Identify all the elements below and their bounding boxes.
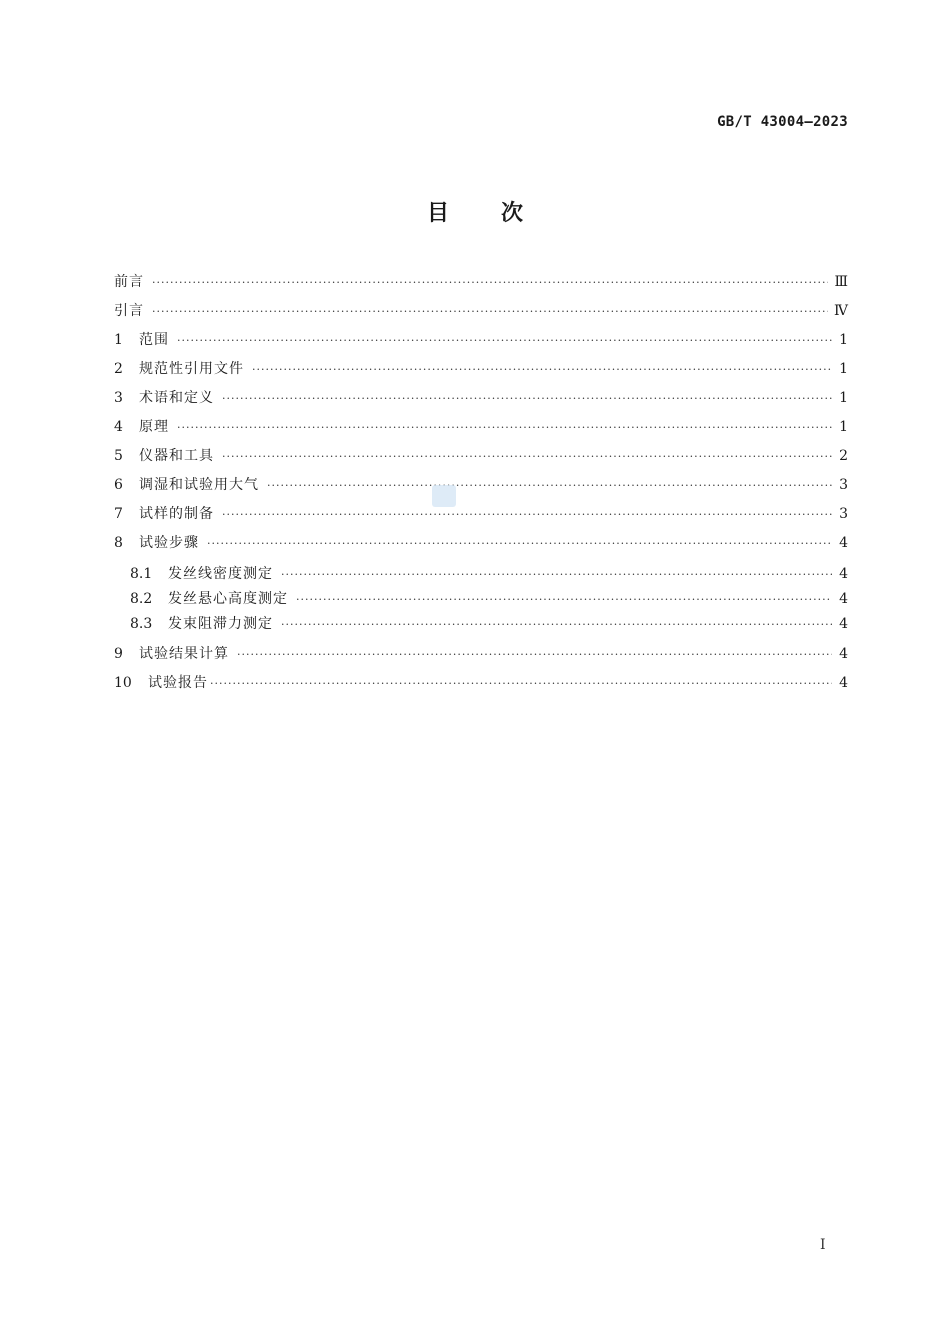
toc-entry-number: 6 xyxy=(114,477,123,493)
toc-entry-page: 4 xyxy=(839,675,848,691)
toc-entry-page: 1 xyxy=(839,419,848,435)
toc-entry-number: 4 xyxy=(114,419,123,435)
toc-entry-3[interactable] xyxy=(114,387,848,416)
toc-entry-label: 试验步骤 xyxy=(139,535,199,551)
toc-leader-dots xyxy=(177,334,832,347)
toc-entry-2[interactable] xyxy=(114,358,848,387)
toc-entry-8-1[interactable] xyxy=(114,563,848,588)
toc-entry-label: 发丝线密度测定 xyxy=(168,566,273,582)
toc-leader-dots xyxy=(222,392,832,405)
toc-entry-7[interactable] xyxy=(114,503,848,532)
toc-entry-10[interactable] xyxy=(114,672,848,701)
toc-entry-label: 发束阻滞力测定 xyxy=(168,616,273,632)
toc-entry-label: 仪器和工具 xyxy=(139,448,214,464)
toc-leader-dots xyxy=(296,593,832,606)
toc-entry-8-3[interactable] xyxy=(114,613,848,638)
toc-leader-dots xyxy=(152,276,828,289)
toc-entry-page: 1 xyxy=(839,390,848,406)
page-title xyxy=(0,196,950,227)
toc-leader-dots xyxy=(152,305,828,318)
toc-leader-dots xyxy=(281,568,832,581)
page-folio: I xyxy=(820,1237,826,1253)
toc-entry-9[interactable] xyxy=(114,643,848,672)
toc-leader-dots xyxy=(267,479,832,492)
toc-entry-label: 范围 xyxy=(139,332,169,348)
toc-entry-page: 4 xyxy=(839,616,848,632)
toc-entry-number: 7 xyxy=(114,506,123,522)
toc-entry-4[interactable] xyxy=(114,416,848,445)
toc-entry-6[interactable] xyxy=(114,474,848,503)
toc-entry-page: 4 xyxy=(839,566,848,582)
toc-entry-page: 3 xyxy=(839,477,848,493)
toc-leader-dots xyxy=(210,677,832,690)
toc-entry-number: 8 xyxy=(114,535,123,551)
toc-entry-label: 调湿和试验用大气 xyxy=(139,477,259,493)
toc-entry-label: 试验报告 xyxy=(148,675,208,691)
toc-entry-number: 10 xyxy=(114,675,132,691)
toc-entry-page: 1 xyxy=(839,332,848,348)
table-of-contents xyxy=(114,271,848,701)
toc-entry-number: 9 xyxy=(114,646,123,662)
watermark-logo-icon xyxy=(432,485,456,507)
toc-entry-label: 发丝悬心高度测定 xyxy=(168,591,288,607)
toc-leader-dots xyxy=(281,618,832,631)
toc-entry-page: 4 xyxy=(839,591,848,607)
toc-entry-label: 术语和定义 xyxy=(139,390,214,406)
toc-leader-dots xyxy=(222,508,832,521)
toc-entry-number: 5 xyxy=(114,448,123,464)
toc-entry-label: 规范性引用文件 xyxy=(139,361,244,377)
toc-entry-number: 8.3 xyxy=(130,616,153,632)
toc-entry-introduction[interactable] xyxy=(114,300,848,329)
toc-entry-foreword[interactable] xyxy=(114,271,848,300)
toc-leader-dots xyxy=(252,363,832,376)
toc-entry-8-2[interactable] xyxy=(114,588,848,613)
toc-entry-number: 2 xyxy=(114,361,123,377)
toc-entry-number: 8.2 xyxy=(130,591,153,607)
toc-entry-page: 1 xyxy=(839,361,848,377)
standard-number: GB/T 43004—2023 xyxy=(717,114,848,130)
toc-entry-label: 引言 xyxy=(114,303,144,319)
toc-entry-page: Ⅳ xyxy=(834,303,848,319)
toc-leader-dots xyxy=(177,421,832,434)
toc-entry-page: Ⅲ xyxy=(834,274,848,290)
toc-entry-8[interactable] xyxy=(114,532,848,561)
toc-entry-1[interactable] xyxy=(114,329,848,358)
title-char-1: 目 xyxy=(426,201,449,226)
toc-leader-dots xyxy=(237,648,832,661)
toc-entry-label: 试验结果计算 xyxy=(139,646,229,662)
title-char-2: 次 xyxy=(501,201,524,226)
toc-entry-page: 3 xyxy=(839,506,848,522)
toc-entry-label: 试样的制备 xyxy=(139,506,214,522)
toc-leader-dots xyxy=(222,450,832,463)
toc-entry-page: 2 xyxy=(839,448,848,464)
toc-entry-label: 前言 xyxy=(114,274,144,290)
toc-entry-number: 3 xyxy=(114,390,123,406)
toc-entry-number: 1 xyxy=(114,332,123,348)
toc-leader-dots xyxy=(207,537,832,550)
toc-entry-number: 8.1 xyxy=(130,566,153,582)
toc-entry-page: 4 xyxy=(839,535,848,551)
toc-entry-label: 原理 xyxy=(139,419,169,435)
toc-entry-5[interactable] xyxy=(114,445,848,474)
toc-entry-page: 4 xyxy=(839,646,848,662)
